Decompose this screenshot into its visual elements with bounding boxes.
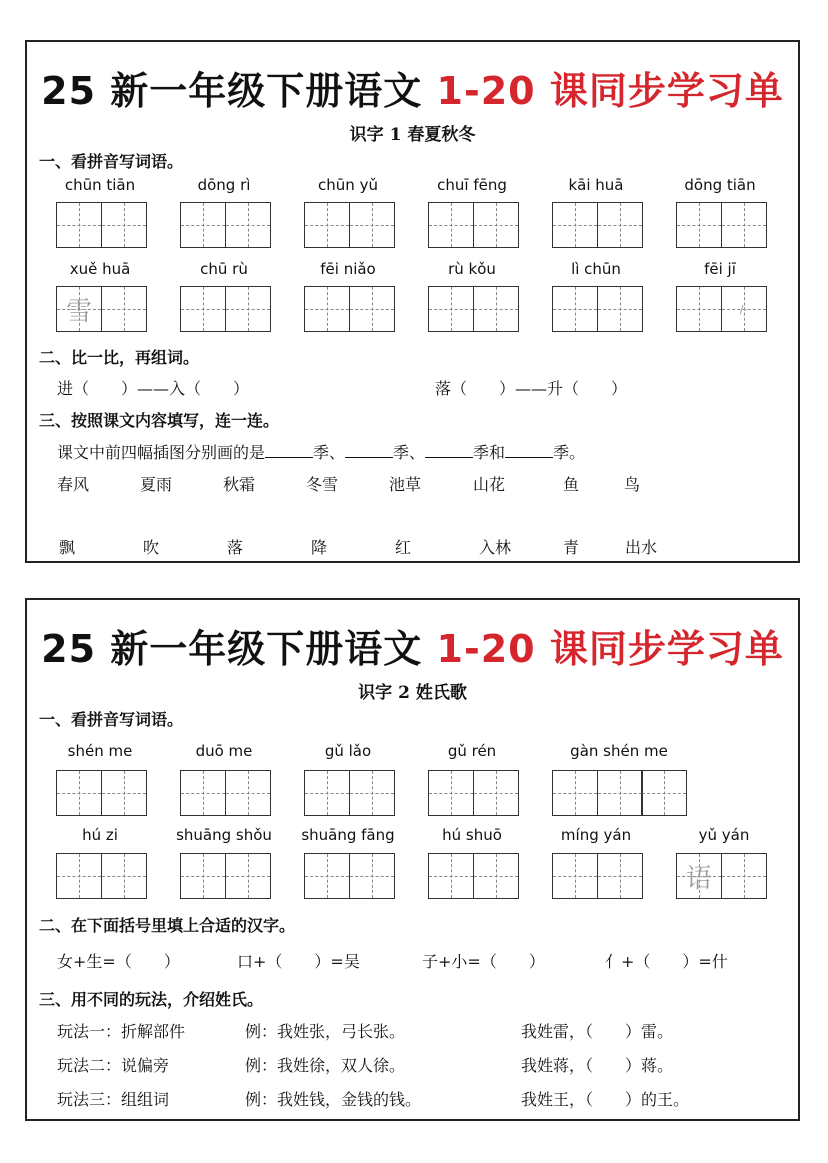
match-word-top[interactable]: 鸟	[624, 475, 641, 494]
writing-grid[interactable]	[676, 853, 767, 899]
writing-grid[interactable]	[56, 853, 147, 899]
match-word-top[interactable]: 池草	[389, 475, 422, 494]
match-word-bottom[interactable]: 青	[563, 538, 580, 557]
fill-prefix: 课文中前四幅插图分别画的是	[57, 443, 266, 462]
method-label: 玩法二：说偏旁	[57, 1056, 170, 1075]
writing-grid[interactable]	[304, 770, 395, 816]
match-word-top[interactable]: 春风	[57, 475, 90, 494]
pinyin-label: dōng tiān	[684, 176, 756, 194]
fill-part: 季和	[473, 443, 506, 462]
equation: 口+（ ）=吴	[237, 952, 360, 971]
pinyin-label: chuī fēng	[437, 176, 507, 194]
writing-grid[interactable]	[56, 286, 147, 332]
pinyin-label: shuāng fāng	[301, 826, 395, 844]
method-example: 例：我姓张，弓长张。	[245, 1022, 406, 1041]
writing-grid[interactable]	[180, 202, 271, 248]
writing-grid[interactable]	[676, 202, 767, 248]
writing-grid[interactable]	[428, 853, 519, 899]
example-stroke: /-	[739, 302, 748, 316]
title-black-part: 25 新一年级下册语文	[41, 627, 423, 671]
writing-grid[interactable]	[56, 202, 147, 248]
pinyin-label: rù kǒu	[448, 260, 496, 278]
match-word-bottom[interactable]: 入林	[479, 538, 512, 557]
method-task: 我姓雷，（ ）雷。	[521, 1022, 674, 1041]
writing-grid[interactable]	[552, 853, 643, 899]
compare-right: 落（ ）——升（ ）	[435, 379, 628, 398]
method-task: 我姓王，（ ）的王。	[521, 1090, 690, 1109]
pinyin-label: gǔ rén	[447, 742, 497, 760]
equation: 子+小=（ ）	[422, 952, 545, 971]
pinyin-label: fēi niǎo	[320, 260, 376, 278]
writing-grid[interactable]	[304, 202, 395, 248]
card2-title	[27, 618, 798, 673]
method-label: 玩法三：组组词	[57, 1090, 170, 1109]
fill-part: 季。	[553, 443, 586, 462]
method-task: 我姓蒋，（ ）蒋。	[521, 1056, 674, 1075]
equation: 女+生=（ ）	[57, 952, 180, 971]
worksheet-card-2	[25, 598, 800, 1121]
match-word-top[interactable]: 冬雪	[306, 475, 339, 494]
pinyin-label: gàn shén me	[570, 742, 668, 760]
worksheet-card-1	[25, 40, 800, 563]
fill-part: 季、	[313, 443, 346, 462]
pinyin-label: kāi huā	[568, 176, 624, 194]
writing-grid[interactable]	[180, 770, 271, 816]
blank[interactable]	[265, 443, 313, 458]
method-label: 玩法一：折解部件	[57, 1022, 186, 1041]
fill-sentence	[57, 440, 585, 463]
match-word-top[interactable]: 山花	[473, 475, 506, 494]
blank[interactable]	[505, 443, 553, 458]
pinyin-label: chūn yǔ	[318, 176, 378, 194]
writing-grid[interactable]	[56, 770, 147, 816]
writing-grid[interactable]	[304, 286, 395, 332]
equation: 亻+（ ）=什	[605, 952, 728, 971]
writing-grid[interactable]	[552, 286, 643, 332]
blank[interactable]	[425, 443, 473, 458]
writing-grid[interactable]	[180, 286, 271, 332]
pinyin-label: chū rù	[200, 260, 248, 278]
writing-grid[interactable]	[428, 286, 519, 332]
card2-subtitle: 识字 2 姓氏歌	[358, 683, 467, 703]
card1-section3-heading: 三、按照课文内容填写，连一连。	[39, 411, 280, 430]
match-word-top[interactable]: 秋霜	[223, 475, 256, 494]
match-word-bottom[interactable]: 红	[395, 538, 412, 557]
method-example: 例：我姓徐，双人徐。	[245, 1056, 406, 1075]
fill-part: 季、	[393, 443, 426, 462]
match-word-bottom[interactable]: 出水	[625, 538, 658, 557]
match-word-bottom[interactable]: 降	[311, 538, 328, 557]
writing-grid[interactable]	[676, 286, 767, 332]
card1-section1-heading: 一、看拼音写词语。	[39, 152, 184, 171]
title-red-part: 1-20 课同步学习单	[436, 627, 784, 671]
compare-left: 进（ ）——入（ ）	[57, 379, 250, 398]
pinyin-label: shén me	[67, 742, 133, 760]
card2-section1-heading: 一、看拼音写词语。	[39, 710, 184, 729]
match-word-top[interactable]: 鱼	[563, 475, 580, 494]
writing-grid[interactable]	[428, 202, 519, 248]
pinyin-label: míng yán	[560, 826, 632, 844]
writing-grid[interactable]	[180, 853, 271, 899]
example-character: 雪	[65, 296, 92, 327]
card1-title	[27, 60, 798, 115]
method-example: 例：我姓钱，金钱的钱。	[245, 1090, 422, 1109]
writing-grid[interactable]	[428, 770, 519, 816]
writing-grid[interactable]	[552, 770, 687, 816]
example-character: 语	[685, 863, 712, 894]
writing-grid[interactable]	[304, 853, 395, 899]
writing-grid[interactable]	[552, 202, 643, 248]
card2-section3-heading: 三、用不同的玩法，介绍姓氏。	[39, 990, 264, 1009]
pinyin-label: fēi jī	[704, 260, 736, 278]
match-word-bottom[interactable]: 落	[227, 538, 244, 557]
pinyin-label: chūn tiān	[64, 176, 136, 194]
match-word-bottom[interactable]: 飘	[59, 538, 76, 557]
pinyin-label: xuě huā	[69, 260, 131, 278]
pinyin-label: hú zi	[82, 826, 118, 844]
pinyin-label: duō me	[195, 742, 253, 760]
card1-subtitle: 识字 1 春夏秋冬	[349, 125, 476, 145]
pinyin-label: shuāng shǒu	[176, 826, 272, 844]
card1-section2-heading: 二、比一比，再组词。	[39, 348, 200, 367]
title-red-part: 1-20 课同步学习单	[436, 69, 784, 113]
pinyin-label: lì chūn	[571, 260, 621, 278]
blank[interactable]	[345, 443, 393, 458]
pinyin-label: yǔ yán	[698, 826, 750, 844]
pinyin-label: hú shuō	[442, 826, 502, 844]
title-black-part: 25 新一年级下册语文	[41, 69, 423, 113]
pinyin-label: dōng rì	[197, 176, 251, 194]
card2-section2-heading: 二、在下面括号里填上合适的汉字。	[39, 916, 296, 935]
match-word-bottom[interactable]: 吹	[143, 538, 160, 557]
match-word-top[interactable]: 夏雨	[140, 475, 173, 494]
pinyin-label: gǔ lǎo	[324, 742, 372, 760]
